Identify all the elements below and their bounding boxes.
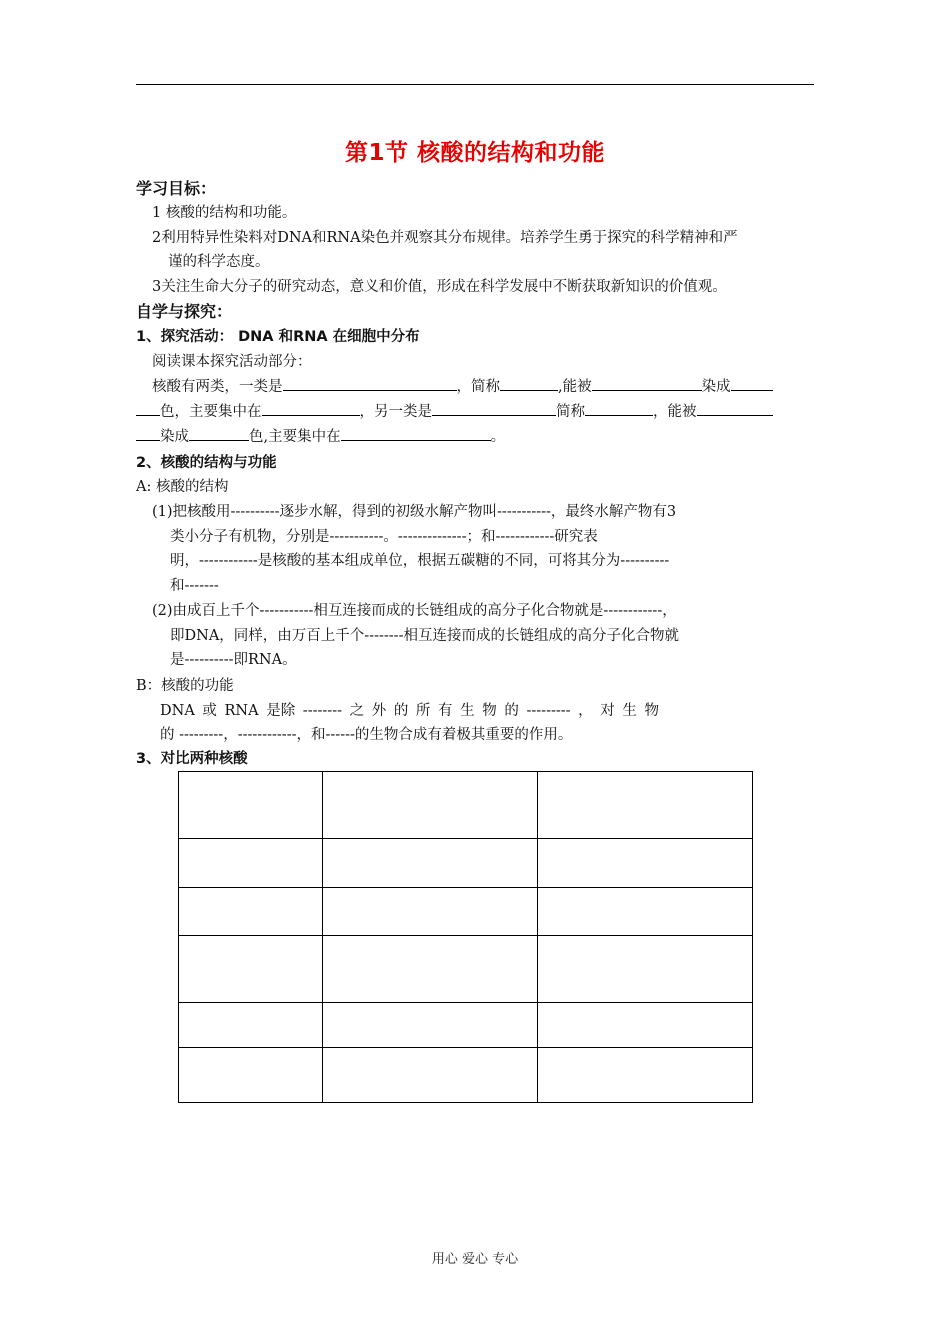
answer-blank[interactable] [500,376,558,391]
table-cell[interactable] [538,1003,753,1048]
answer-blank[interactable] [283,376,457,391]
text-fragment: 色，主要集中在 [160,404,262,420]
answer-blank[interactable] [432,401,556,416]
answer-blank[interactable] [262,401,360,416]
objectives-heading: 学习目标： [136,179,217,198]
section-2-heading: 2、核酸的结构与功能 [136,455,277,471]
section-3-heading: 3、对比两种核酸 [136,751,248,767]
text-fragment: 染成 [160,429,189,445]
table-cell[interactable] [323,888,538,936]
header-rule [136,84,814,85]
text-fragment: ，另一类是 [359,404,432,420]
table-cell[interactable] [179,888,323,936]
table-cell[interactable] [538,839,753,888]
answer-blank[interactable] [189,426,249,441]
part-b-line: 的 ---------，------------，和------的生物合成有着极其重要的作用。 [160,727,573,743]
table-row [179,888,753,936]
text-fragment: 。 [490,429,506,445]
part-a-q2-line: 即DNA，同样，由万百上千个--------相互连接而成的长链组成的高分子化合物就 [170,628,679,644]
text-fragment: 染成 [701,379,731,395]
answer-blank[interactable] [136,401,160,416]
text-fragment: 色,主要集中在 [249,429,341,445]
answer-blank[interactable] [592,376,702,391]
fill-line-1 [152,376,773,397]
objective-item: 1 核酸的结构和功能。 [152,205,297,221]
section-1-intro: 阅读课本探究活动部分： [152,354,312,370]
page-footer: 用心 爱心 专心 [431,1252,519,1267]
part-b-label: B：核酸的功能 [136,678,234,694]
answer-blank[interactable] [136,426,160,441]
answer-blank[interactable] [697,401,773,416]
objective-item: 2利用特异性染料对DNA和RNA染色并观察其分布规律。培养学生勇于探究的科学精神和严 [152,230,738,246]
table-row [179,936,753,1003]
text-fragment: ,能被 [558,379,592,395]
table-cell[interactable] [538,1048,753,1103]
answer-blank[interactable] [585,401,653,416]
part-a-label: A: 核酸的结构 [136,479,229,495]
table-cell[interactable] [179,839,323,888]
table-cell[interactable] [323,839,538,888]
table-cell[interactable] [323,1003,538,1048]
part-a-q2-line: (2)由成百上千个-----------相互连接而成的长链组成的高分子化合物就是------------， [152,603,677,619]
fill-line-2 [136,401,773,422]
objective-item: 谨的科学态度。 [168,254,270,270]
answer-blank[interactable] [731,376,773,391]
part-a-q1-line: 明，------------是核酸的基本组成单位，根据五碳糖的不同，可将其分为---------- [170,553,670,569]
table-row [179,772,753,839]
table-cell[interactable] [179,1003,323,1048]
table-row [179,1003,753,1048]
table-cell[interactable] [179,936,323,1003]
answer-blank[interactable] [341,426,491,441]
table-cell[interactable] [179,772,323,839]
part-a-q1-line: 和------- [170,578,219,594]
part-b-line: DNA 或 RNA 是除 -------- 之 外 的 所 有 生 物 的 --------- ， 对 生 物 [160,703,660,719]
table-cell[interactable] [538,888,753,936]
part-a-q1-line: 类小分子有机物，分别是-----------。--------------；和------------研究表 [170,529,598,545]
table-cell[interactable] [323,772,538,839]
comparison-table [178,771,753,1103]
table-cell[interactable] [323,1048,538,1103]
table-cell[interactable] [538,936,753,1003]
part-a-q1-line: (1)把核酸用----------逐步水解，得到的初级水解产物叫-----------，最终水解产物有3 [152,504,677,520]
table-cell[interactable] [179,1048,323,1103]
table-cell[interactable] [538,772,753,839]
text-fragment: ，简称 [456,379,500,395]
section-1-heading: 1、探究活动： DNA 和RNA 在细胞中分布 [136,329,420,345]
text-fragment: 核酸有两类，一类是 [152,379,283,395]
fill-line-3 [136,426,505,447]
objective-item: 3关注生命大分子的研究动态，意义和价值，形成在科学发展中不断获取新知识的价值观。 [152,279,727,295]
text-fragment: ，能被 [653,404,697,420]
table-row [179,839,753,888]
explore-heading: 自学与探究： [136,302,233,321]
table-cell[interactable] [323,936,538,1003]
text-fragment: 简称 [556,404,585,420]
page-title: 第1节 核酸的结构和功能 [344,140,605,166]
part-a-q2-line: 是----------即RNA。 [170,652,297,668]
table-row [179,1048,753,1103]
